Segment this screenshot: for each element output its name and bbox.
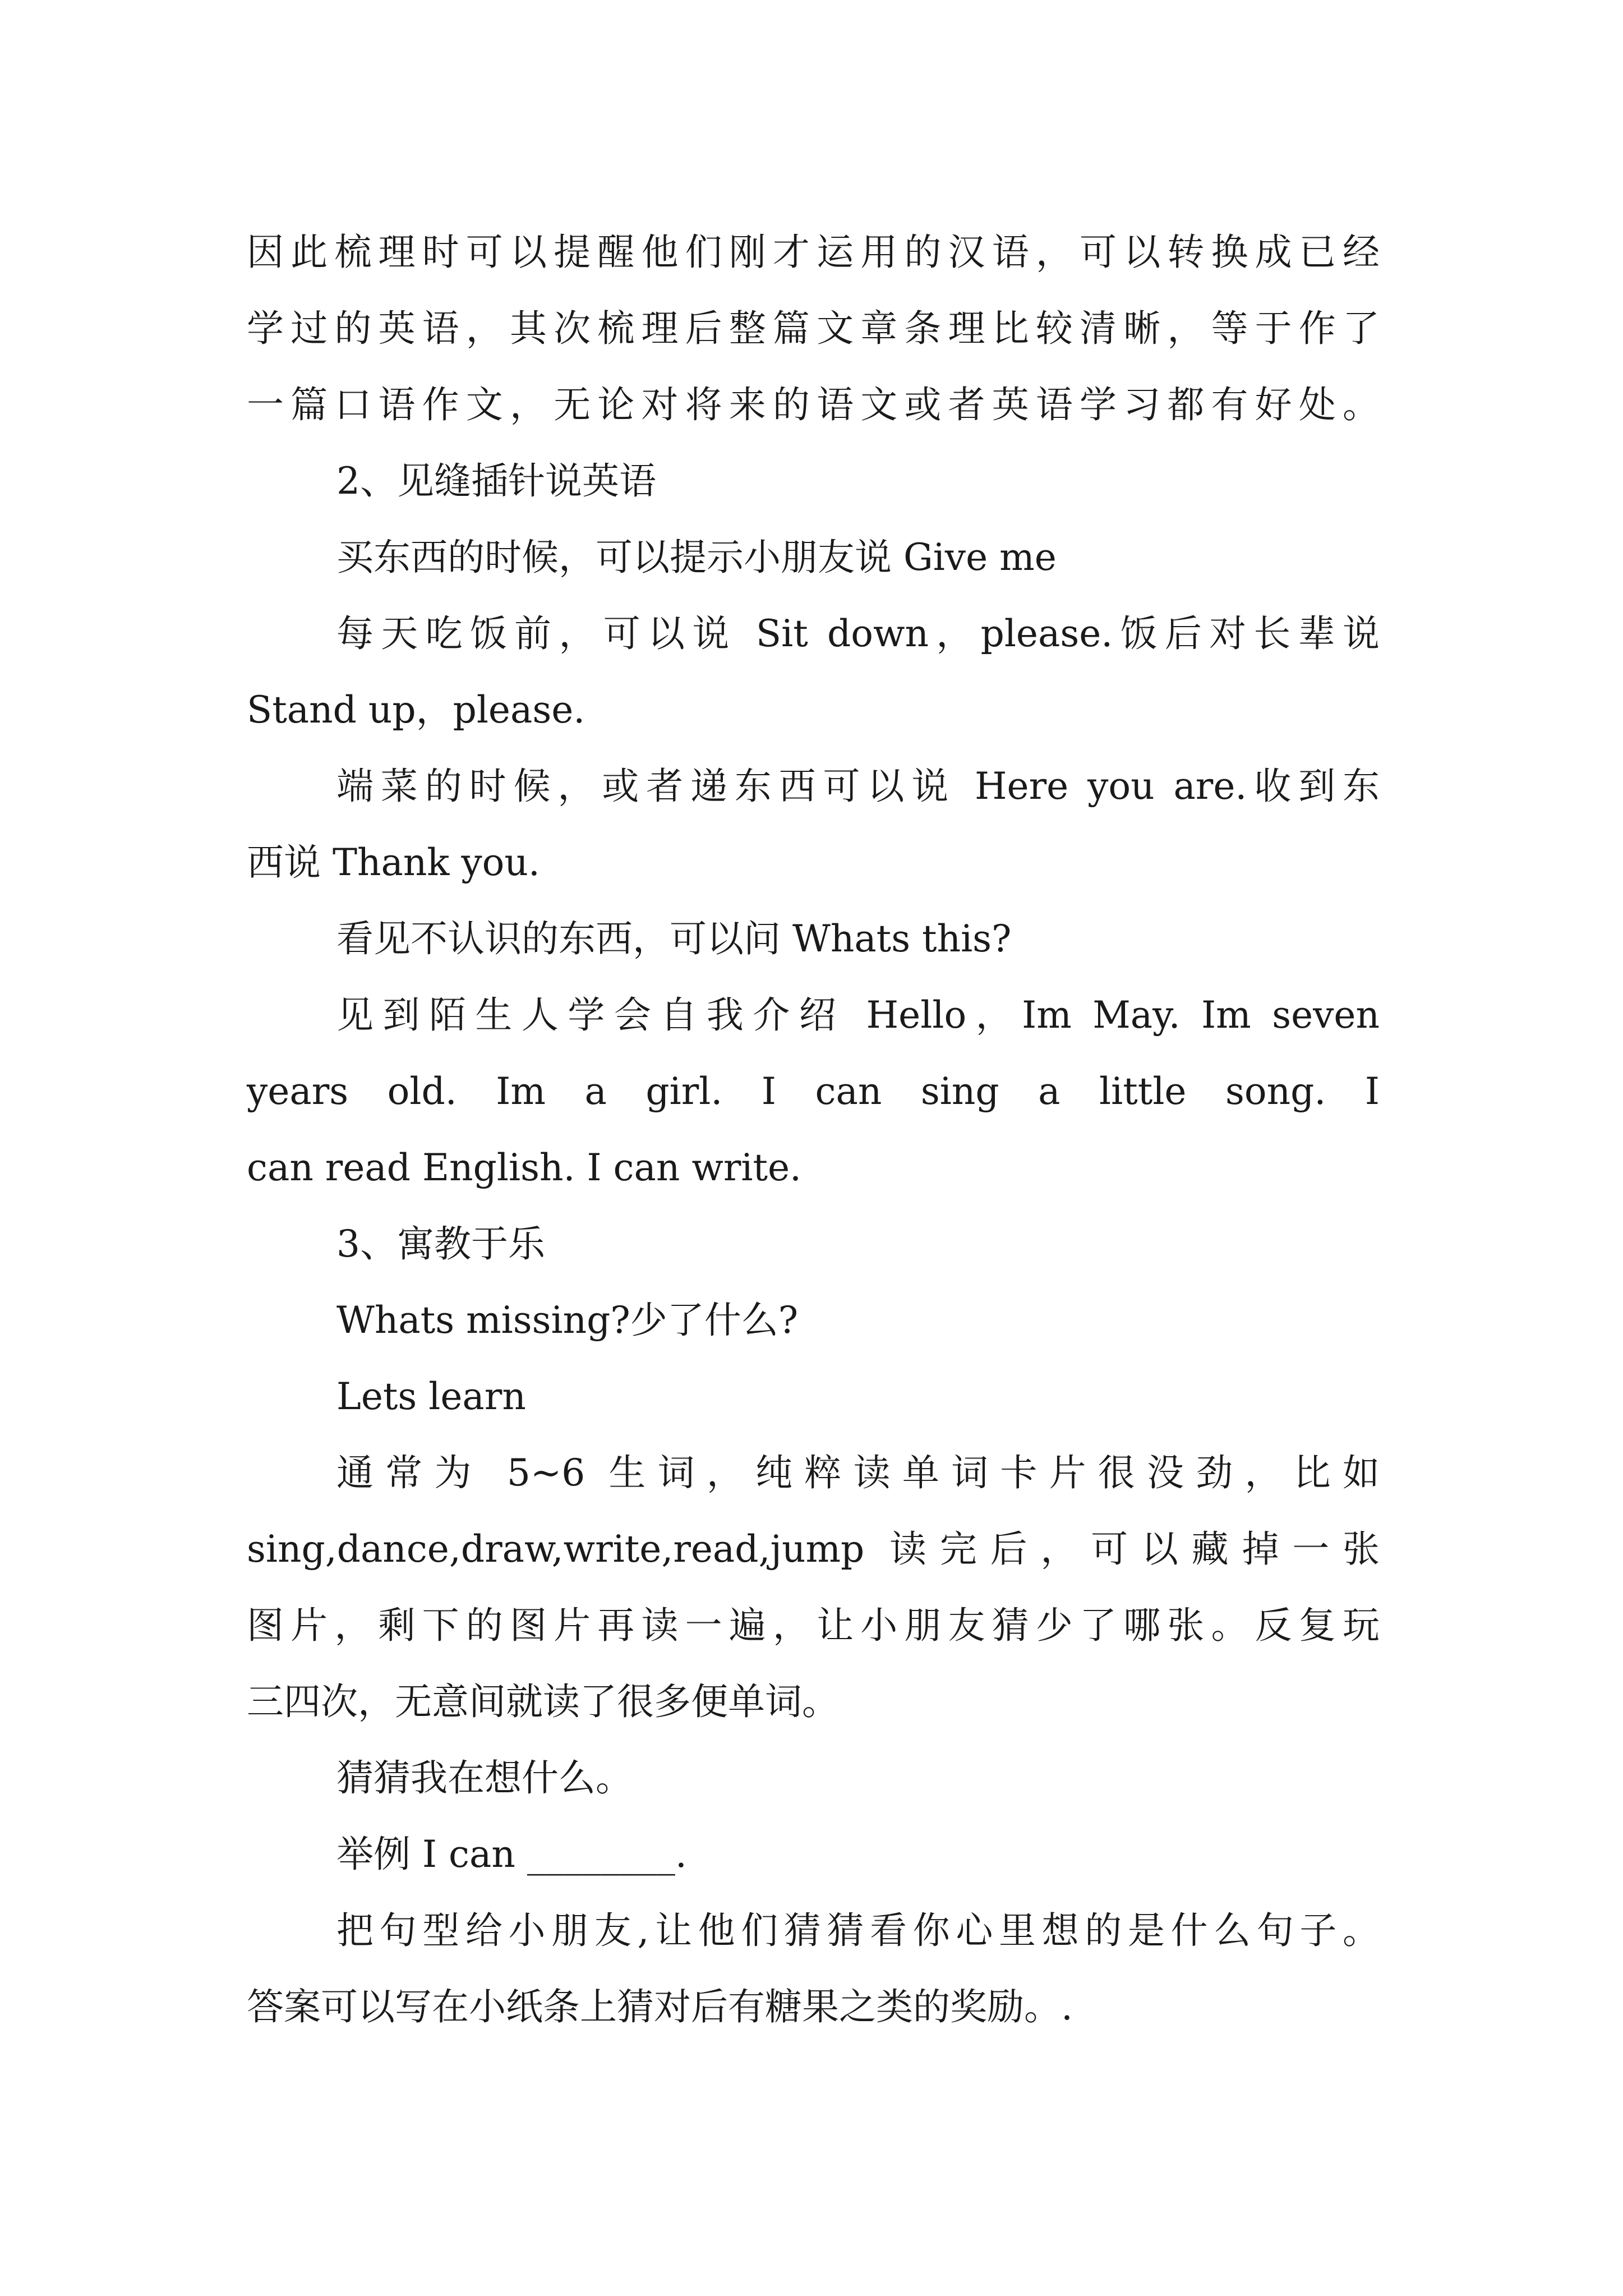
paragraph-line: sing,dance,draw,write,read,jump 读完后，可以藏掉一张 (247, 1527, 1380, 1571)
section-heading: 3、寓教于乐 (336, 1222, 545, 1266)
paragraph-line: 一篇口语作文，无论对将来的语文或者英语学习都有好处。 (247, 383, 1380, 426)
paragraph-line: 三四次，无意间就读了很多便单词。 (247, 1680, 839, 1723)
paragraph-line: 猜猜我在想什么。 (336, 1756, 633, 1800)
paragraph-line: 图片，剩下的图片再读一遍，让小朋友猜少了哪张。反复玩 (247, 1604, 1380, 1647)
paragraph-line: 买东西的时候，可以提示小朋友说 Give me (336, 536, 1057, 579)
paragraph-line: Stand up，please. (247, 688, 585, 731)
paragraph-line: years old. Im a girl. I can sing a little song. I (247, 1070, 1380, 1113)
paragraph-line: 把句型给小朋友,让他们猜猜看你心里想的是什么句子。 (336, 1909, 1380, 1952)
paragraph-line: 通常为 5~6 生词，纯粹读单词卡片很没劲，比如 (336, 1451, 1380, 1494)
paragraph-line: 因此梳理时可以提醒他们刚才运用的汉语，可以转换成已经 (247, 231, 1380, 274)
paragraph-line: Lets learn (336, 1375, 526, 1418)
paragraph-line: 答案可以写在小纸条上猜对后有糖果之类的奖励。. (247, 1985, 1073, 2028)
paragraph-line: Whats missing?少了什么? (336, 1299, 799, 1342)
paragraph-line: can read English. I can write. (247, 1146, 802, 1189)
paragraph-line: 西说 Thank you. (247, 841, 540, 884)
paragraph-line: 见到陌生人学会自我介绍 Hello，Im May. Im seven (336, 993, 1380, 1037)
section-heading: 2、见缝插针说英语 (336, 459, 656, 503)
paragraph-line: 学过的英语，其次梳理后整篇文章条理比较清晰，等于作了 (247, 307, 1380, 350)
paragraph-line: 每天吃饭前，可以说 Sit down，please.饭后对长辈说 (336, 612, 1380, 655)
document-body (247, 214, 1380, 2045)
paragraph-line: 端菜的时候，或者递东西可以说 Here you are.收到东 (336, 765, 1380, 808)
paragraph-line: 看见不认识的东西，可以问 Whats this? (336, 917, 1012, 960)
paragraph-line: 举例 I can ________. (336, 1833, 687, 1876)
